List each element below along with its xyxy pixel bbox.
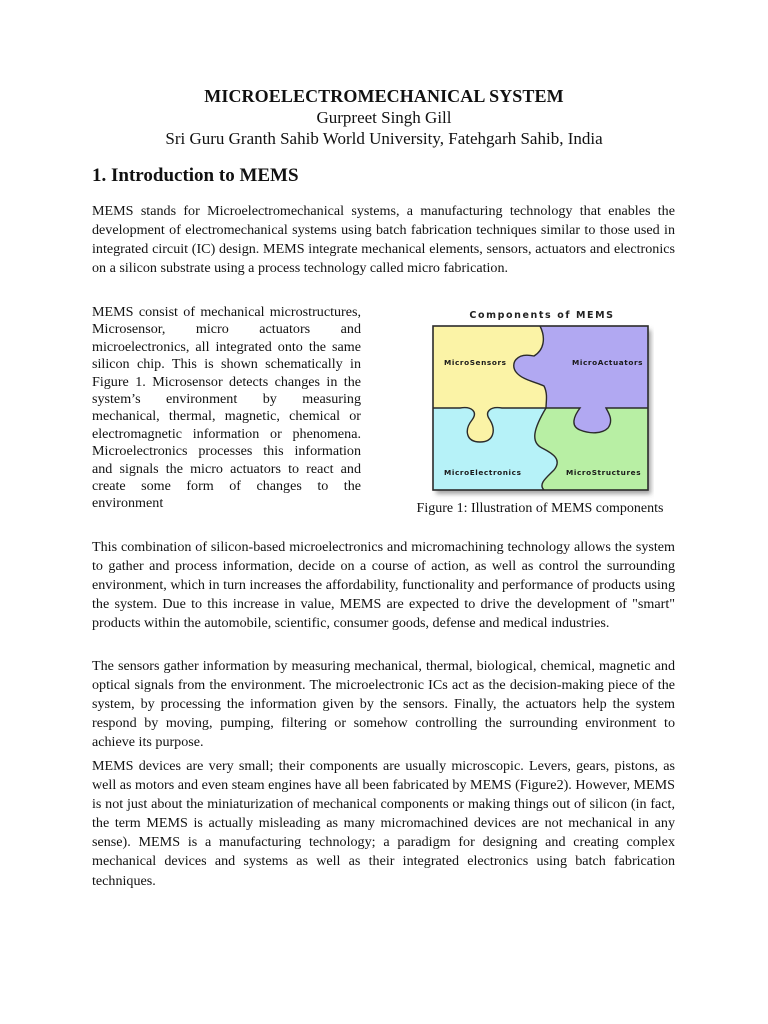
title-block [0,86,768,149]
author-affiliation: Sri Guru Granth Sahib World University, Fatehgarh Sahib, India [165,129,603,148]
paragraph-intro: MEMS stands for Microelectromechanical systems, a manufacturing technology that enables the development of electromechanical systems using batch fabrication techniques similar to those used in integrated circuit (IC) design. MEMS integrate mechanical elements, sensors, actuators and electronics on a silicon substrate using a process technology called micro fabrication. [92,203,675,277]
paragraph-components: MEMS consist of mechanical microstructures, Microsensor, micro actuators and microelectronics, all integrated onto the same silicon chip. This is shown schematically in Figure 1. Microsensor detects changes in the system’s environment by measuring mechanical, thermal, magnetic, chemical or electromagnetic information or phenomena. Microelectronics processes this information and signals the micro actuators to react and create some form of changes to the environment [92,304,361,512]
label-microstructures: MicroStructures [566,468,642,477]
document-title: MICROELECTROMECHANICAL SYSTEM [204,86,564,106]
label-microactuators: MicroActuators [572,358,644,367]
puzzle-diagram [430,324,654,500]
paragraph-devices: MEMS devices are very small; their components are usually microscopic. Levers, gears, pistons, as well as motors and even steam engines have all been fabricated by MEMS (Figure2). However, MEMS is not just about the miniaturization of mechanical components or making things out of silicon (in fact, the term MEMS is actually misleading as many micromachined devices are not mechanical in any sense). MEMS is a manufacturing technology; a paradigm for designing and creating complex mechanical devices and systems as well as their integrated electronics using batch fabrication techniques. [92,758,675,889]
section-heading: 1. Introduction to MEMS [92,165,299,186]
label-microelectronics: MicroElectronics [444,468,522,477]
figure-caption: Figure 1: Illustration of MEMS components [416,501,664,516]
paragraph-combination: This combination of silicon-based microelectronics and micromachining technology allows the system to gather and process information, decide on a course of action, as well as control the surrounding environment, which in turn increases the affordability, functionality and performance of products using the system. Due to this increase in value, MEMS are expected to drive the development of "smart" products within the automobile, scientific, consumer goods, defense and medical industries. [92,539,675,632]
puzzle-piece-microelectronics [433,408,557,490]
label-microsensors: MicroSensors [444,358,507,367]
author-name: Gurpreet Singh Gill [316,108,452,127]
figure-mems-components [400,308,680,523]
paragraph-sensors: The sensors gather information by measuring mechanical, thermal, biological, chemical, magnetic and optical signals from the environment. The microelectronic ICs act as the decision-making piece of the system, by processing the information given by the sensors. Finally, the actuators help the system respond by moving, pumping, filtering or somehow controlling the surrounding environment to achieve its purpose. [92,658,675,751]
figure-title: Components of MEMS [469,310,615,321]
